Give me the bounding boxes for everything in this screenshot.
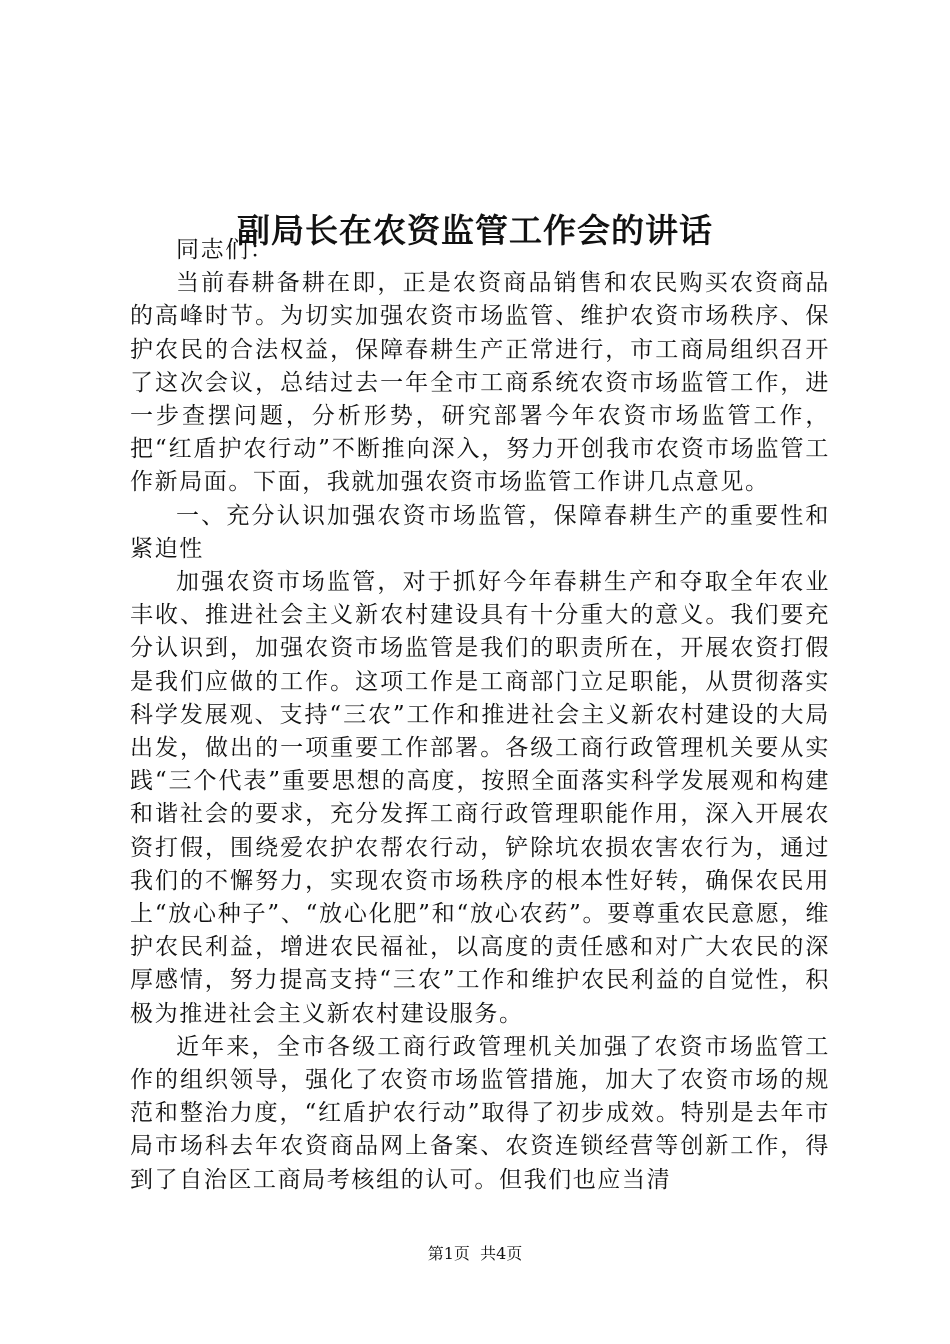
- document-body: [130, 234, 830, 1197]
- footer-spacer: [470, 1244, 480, 1263]
- page-number: 第1页: [427, 1244, 470, 1263]
- salutation-paragraph: 同志们：: [176, 237, 275, 263]
- page-total: 共4页: [480, 1244, 523, 1263]
- document-title: 副局长在农资监管工作会的讲话: [237, 211, 713, 251]
- section-heading: 一、充分认识加强农资市场监管，保障春耕生产的重要性和紧迫性: [130, 502, 830, 562]
- body-paragraph: 加强农资市场监管，对于抓好今年春耕生产和夺取全年农业丰收、推进社会主义新农村建设具有十分重大的意义。我们要充分认识到，加强农资市场监管是我们的职责所在，开展农资打假是我们应做的工作。这项工作是工商部门立足职能，从贯彻落实科学发展观、支持“三农”工作和推进社会主义新农村建设的大局出发，做出的一项重要工作部署。各级工商行政管理机关要从实践“三个代表”重要思想的高度，按照全面落实科学发展观和构建和谐社会的要求，充分发挥工商行政管理职能作用，深入开展农资打假，围绕爱农护农帮农行动，铲除坑农损农害农行为，通过我们的不懈努力，实现农资市场秩序的根本性好转，确保农民用上“放心种子”、“放心化肥”和“放心农药”。要尊重农民意愿，维护农民利益，增进农民福祉，以高度的责任感和对广大农民的深厚感情，努力提高支持“三农”工作和维护农民利益的自觉性，积极为推进社会主义新农村建设服务。: [130, 569, 830, 1027]
- body-paragraph: 近年来，全市各级工商行政管理机关加强了农资市场监管工作的组织领导，强化了农资市场监管措施，加大了农资市场的规范和整治力度，“红盾护农行动”取得了初步成效。特别是去年市局市场科去年农资商品网上备案、农资连锁经营等创新工作，得到了自治区工商局考核组的认可。但我们也应当清: [130, 1033, 830, 1193]
- page-footer: [0, 1242, 950, 1266]
- intro-paragraph: 当前春耕备耕在即，正是农资商品销售和农民购买农资商品的高峰时节。为切实加强农资市场监管、维护农资市场秩序、保护农民的合法权益，保障春耕生产正常进行，市工商局组织召开了这次会议，总结过去一年全市工商系统农资市场监管工作，进一步查摆问题，分析形势，研究部署今年农资市场监管工作，把“红盾护农行动”不断推向深入，努力开创我市农资市场监管工作新局面。下面，我就加强农资市场监管工作讲几点意见。: [130, 270, 830, 496]
